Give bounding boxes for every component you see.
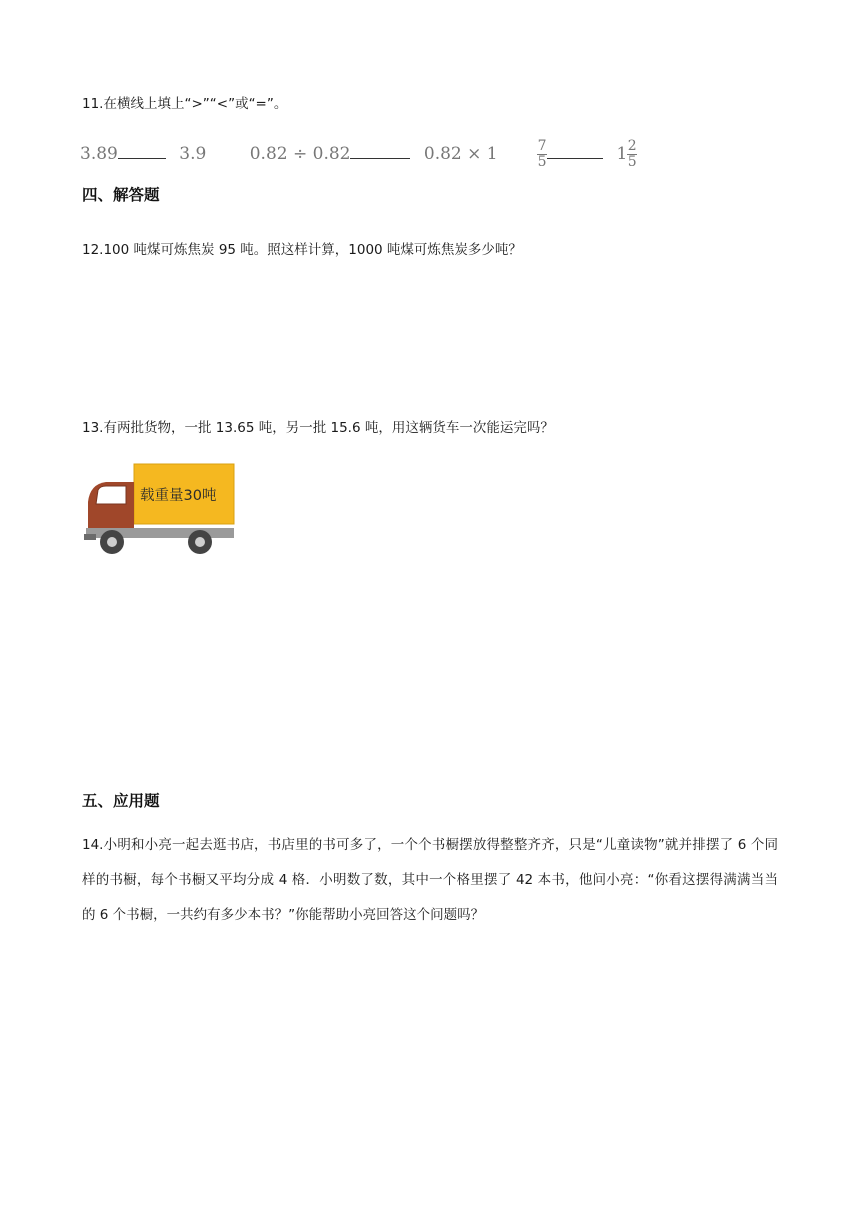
question-12-text: 12.100 吨煤可炼焦炭 95 吨。照这样计算，1000 吨煤可炼焦炭多少吨？ — [82, 242, 522, 258]
fraction-denominator: 5 — [537, 154, 547, 170]
fraction-two-fifths — [627, 140, 637, 169]
truck-illustration — [84, 462, 236, 556]
comparison-row — [80, 140, 637, 169]
comparison-2-left: 0.82 ÷ 0.82 — [249, 144, 351, 164]
fraction-numerator: 2 — [627, 138, 637, 154]
truck-front-hub — [107, 537, 117, 547]
truck-rear-hub — [195, 537, 205, 547]
answer-blank-2[interactable] — [350, 144, 410, 159]
fraction-numerator: 7 — [537, 138, 547, 154]
comparison-2-right: 0.82 × 1 — [423, 144, 498, 164]
truck-window — [96, 486, 126, 504]
fraction-denominator: 5 — [627, 154, 637, 170]
section-5-title: 五、应用题 — [82, 792, 160, 810]
section-4-title: 四、解答题 — [82, 186, 160, 204]
truck-capacity-label: 载重量30吨 — [140, 488, 217, 504]
fraction-seven-fifths — [537, 140, 547, 169]
question-14-text: 14.小明和小亮一起去逛书店，书店里的书可多了，一个个书橱摆放得整整齐齐，只是“儿童读物”就并排摆了 6 个同样的书橱，每个书橱又平均分成 4 格．小明数了数，其中一个格里摆了 42 本书，他问小亮：“你看这摆得满满当当的 6 个书橱，一共约有多少本书？”你能帮助小亮回答这个问题吗？ — [82, 837, 778, 923]
question-11-prompt: 11.在横线上填上“>”“<”或“=”。 — [82, 96, 288, 112]
comparison-1-left: 3.89 — [80, 144, 118, 164]
truck-bumper — [84, 534, 96, 540]
truck-icon — [84, 462, 236, 556]
mixed-number-whole: 1 — [616, 144, 628, 164]
question-13-text: 13.有两批货物，一批 13.65 吨，另一批 15.6 吨，用这辆货车一次能运完吗？ — [82, 420, 554, 436]
answer-blank-3[interactable] — [547, 144, 603, 159]
comparison-1-right: 3.9 — [179, 144, 207, 164]
answer-blank-1[interactable] — [118, 144, 166, 159]
